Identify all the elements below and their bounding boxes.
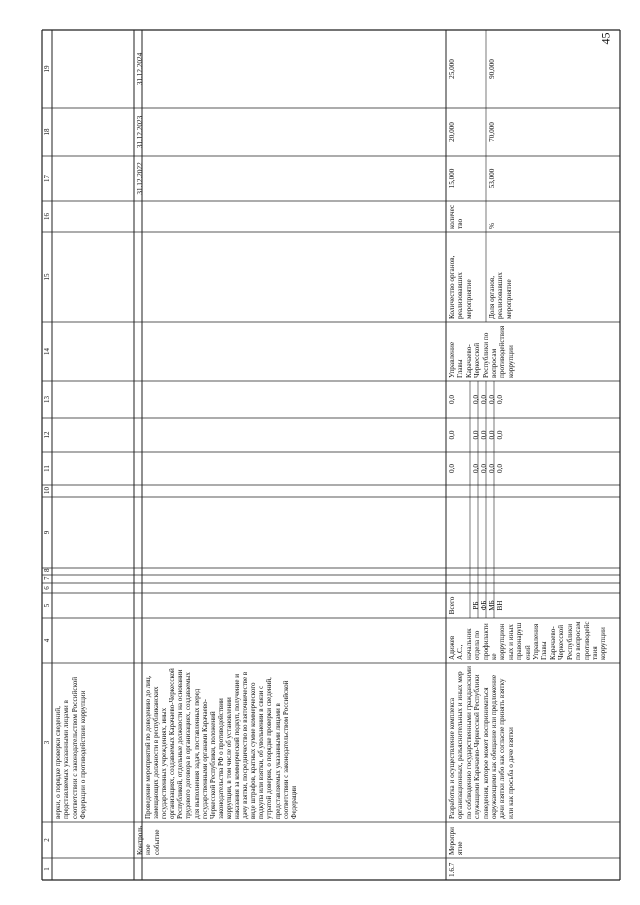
column-number-15: 15 [43, 273, 51, 281]
indicator-2023-0: 20,000 [448, 122, 456, 142]
indicator-2024-0-cell [446, 30, 486, 108]
indicator-2024-1-cell [486, 30, 620, 108]
column-number-10-cell [42, 485, 52, 497]
event-date-2024: 31.12.2024 [136, 52, 144, 86]
column-number-18-cell [42, 108, 52, 156]
column-number-8-cell [42, 568, 52, 575]
funding-c11-4-cell [494, 452, 502, 485]
column-number-3-cell [42, 663, 52, 822]
measure-description: Разработка и осуществление комплекса организационных, разъяснительных и иных мер по соблюдению государственными гражданскими служащими Карачаево-Черкесской Республики поведения, которое может восприниматься окружающими как обещание или предложение дачи взятки либо как согласие принять взятку или как просьба о даче взятки [448, 666, 515, 819]
indicator-2022-0-cell [446, 156, 486, 201]
event-date-2023: 31.12.2023 [136, 115, 144, 149]
column-number-1: 1 [43, 867, 51, 871]
indicator-2024-1: 90,000 [488, 59, 496, 79]
funding-c12-2-cell [478, 418, 486, 452]
column-number-15-cell [42, 232, 52, 322]
funding-c13-4: 0,0 [496, 395, 504, 404]
funding-source-0-cell [446, 593, 470, 618]
column-number-8: 8 [43, 568, 51, 572]
funding-c13-1: 0,0 [472, 395, 480, 404]
indicator-2022-1-cell [486, 156, 620, 201]
column-number-2-cell [42, 822, 52, 858]
column-number-11-cell [42, 452, 52, 485]
funding-c13-2-cell [478, 381, 486, 418]
event-date-2022: 31.12.2022 [136, 162, 144, 195]
column-number-18: 18 [43, 128, 51, 136]
funding-c11-2-cell [478, 452, 486, 485]
funding-source-1-cell [470, 593, 478, 618]
top-row-col3-cell [52, 663, 134, 822]
event-type: Контрольное событие [136, 825, 161, 855]
indicator-name-0: Количество органов, реализовавших мероприятие [448, 255, 473, 319]
column-number-6-cell [42, 583, 52, 593]
column-number-5: 5 [43, 603, 51, 608]
column-number-19-cell [42, 30, 52, 108]
column-number-17-cell [42, 156, 52, 201]
funding-c11-0: 0,0 [448, 464, 456, 473]
top-row-col3: верки, о порядке проверки сведений, представляемых указанными лицами в соответствии с законодательством Российской Федерации о противодействии коррупции [54, 676, 88, 819]
event-date-2024-cell [134, 30, 142, 108]
column-number-4-cell [42, 618, 52, 663]
funding-source-2: ФБ [480, 600, 488, 611]
column-number-12-cell [42, 418, 52, 452]
funding-c11-1-cell [470, 452, 478, 485]
column-number-13-cell [42, 381, 52, 418]
indicator-2024-0: 25,000 [448, 59, 456, 79]
indicator-name-1: Доля органов, реализовавших мероприятие [488, 272, 513, 319]
column-number-1-cell [42, 858, 52, 880]
funding-c11-1: 0,0 [472, 464, 480, 473]
column-number-2: 2 [43, 838, 51, 842]
measure-type-cell [446, 822, 620, 858]
column-number-12: 12 [43, 431, 51, 439]
indicator-name-0-cell [446, 232, 486, 322]
funding-c11-2: 0,0 [480, 464, 488, 473]
column-number-14-cell [42, 322, 52, 381]
funding-c12-3-cell [486, 418, 494, 452]
funding-c13-0: 0,0 [448, 395, 456, 404]
funding-c12-3: 0,0 [488, 430, 496, 440]
funding-source-3: МБ [488, 600, 496, 611]
indicator-2022-1: 53,000 [488, 168, 496, 189]
funding-source-4-cell [494, 593, 502, 618]
column-number-9: 9 [43, 530, 51, 535]
funding-source-2-cell [478, 593, 486, 618]
column-number-17: 17 [43, 175, 51, 182]
rotated-table [42, 30, 620, 880]
funding-c11-4: 0,0 [496, 464, 504, 473]
funding-c12-4-cell [494, 418, 502, 452]
column-number-13: 13 [43, 396, 51, 403]
measure-responsible: Адижев А.С., начальник отдела по профилактике коррупционных и иных правонарушений Управления Главы Карачаево-Черкесской Республики по вопросам противодействия коррупции [448, 621, 608, 660]
column-number-5-cell [42, 593, 52, 618]
funding-c12-1-cell [470, 418, 478, 452]
column-number-14: 14 [43, 348, 51, 355]
event-type-cell [134, 822, 161, 858]
funding-c13-4-cell [494, 381, 502, 418]
funding-source-0: Всего [448, 596, 456, 615]
funding-c13-3: 0,0 [488, 395, 496, 404]
page-number: 45 [598, 32, 613, 44]
measure-number: 1.6.7 [448, 862, 456, 877]
event-date-2023-cell [134, 108, 142, 156]
measure-type: Мероприятие [448, 827, 465, 855]
event-date-2022-cell [134, 156, 142, 201]
funding-c13-3-cell [486, 381, 494, 418]
funding-c13-1-cell [470, 381, 478, 418]
column-number-4: 4 [43, 638, 51, 643]
column-number-7-cell [42, 575, 52, 583]
funding-c12-0-cell [446, 418, 470, 452]
measure-responsible-cell [446, 618, 620, 663]
column-number-9-cell [42, 497, 52, 568]
indicator-unit-0-cell [446, 201, 486, 232]
funding-source-4: ВН [496, 600, 504, 611]
column-number-19: 19 [43, 65, 51, 73]
funding-c13-0-cell [446, 381, 470, 418]
indicator-unit-1: % [488, 223, 496, 229]
measure-description-cell [446, 663, 620, 822]
measure-executor: Управление Главы Карачаево-Черкесской Республики по вопросам противодействия коррупции [448, 325, 515, 378]
funding-c13-2: 0,0 [480, 395, 488, 404]
indicator-2022-0: 15,000 [448, 168, 456, 189]
column-number-10: 10 [43, 487, 51, 494]
funding-c12-2: 0,0 [480, 430, 488, 440]
event-description: Проведение мероприятий по доведению до лиц, замещающих должности в республиканских государственных учреждениях, иных организациях, создаваемых Карачаево-Черкесской Республикой, отдельные должности на основании трудового договора в организациях, создаваемых для выполнения задач, поставленных перед государственными органами Карачаево-Черкесской Республики, положений законодательства РФ о противодействии коррупции, в том числе об установлении наказания за коммерческий подкуп, получение и дачу взятки, посредничество во взяточничестве в виде штрафов, кратных сумме коммерческого подкупа или взятки, об увольнении в связи с утратой доверия, о порядке проверки сведений, представляемых указанными лицами в соответствии с законодательством Российской Федерации [144, 668, 298, 819]
funding-c12-1: 0,0 [472, 430, 480, 440]
funding-c11-3: 0,0 [488, 464, 496, 473]
event-description-cell [142, 663, 446, 822]
measure-number-cell [446, 858, 620, 880]
measure-executor-cell [446, 322, 620, 381]
funding-c12-4: 0,0 [496, 430, 504, 440]
column-number-6: 6 [43, 586, 51, 590]
column-number-11: 11 [43, 465, 51, 472]
funding-source-3-cell [486, 593, 494, 618]
funding-c11-0-cell [446, 452, 470, 485]
indicator-unit-0: количество [448, 204, 465, 229]
indicator-name-1-cell [486, 232, 620, 322]
column-number-7: 7 [43, 576, 51, 580]
funding-c11-3-cell [486, 452, 494, 485]
funding-source-1: РБ [472, 601, 480, 610]
column-number-3: 3 [43, 740, 51, 745]
indicator-unit-1-cell [486, 201, 620, 232]
indicator-2023-1: 70,000 [488, 122, 496, 142]
indicator-2023-1-cell [486, 108, 620, 156]
indicator-2023-0-cell [446, 108, 486, 156]
column-number-16: 16 [43, 213, 51, 220]
column-number-16-cell [42, 201, 52, 232]
funding-c12-0: 0,0 [448, 430, 456, 440]
